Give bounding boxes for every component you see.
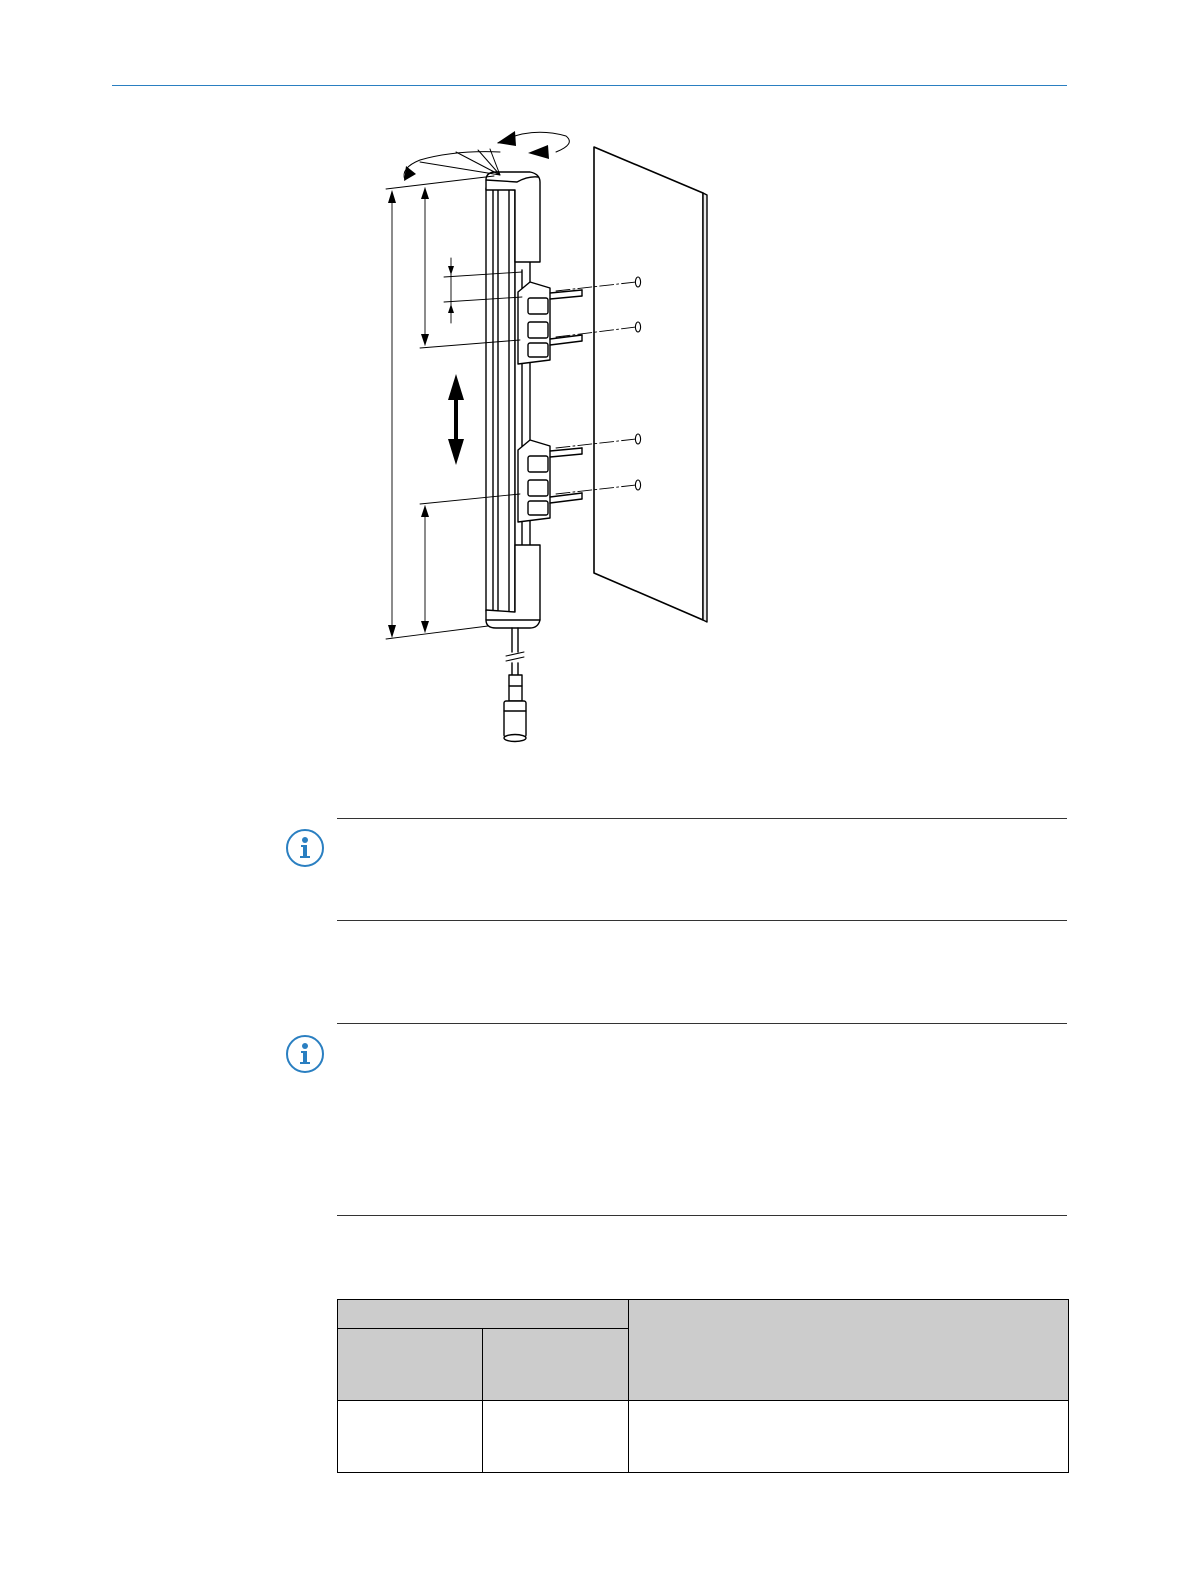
cable-connector xyxy=(504,628,526,742)
mounting-bracket-upper xyxy=(518,282,582,364)
table-cell xyxy=(338,1401,483,1473)
mounting-diagram xyxy=(370,120,730,750)
header-rule xyxy=(112,85,1067,86)
note-rule-bottom xyxy=(337,1215,1067,1216)
table-row xyxy=(338,1401,1069,1473)
info-icon xyxy=(285,828,325,868)
spec-table xyxy=(337,1299,1069,1473)
table-header-col1 xyxy=(338,1329,483,1401)
table-header-col2 xyxy=(483,1329,629,1401)
light-curtain-profile xyxy=(486,172,540,628)
table-header-col3 xyxy=(629,1300,1069,1401)
table-header-row xyxy=(338,1300,1069,1329)
info-icon xyxy=(285,1034,325,1074)
mounting-bracket-lower xyxy=(518,440,582,522)
wall-plate xyxy=(594,147,703,620)
adjustment-arrow xyxy=(448,374,464,400)
note-rule-bottom xyxy=(337,920,1067,921)
note-rule-top xyxy=(337,1023,1067,1024)
table-header-group xyxy=(338,1300,629,1329)
table-cell xyxy=(629,1401,1069,1473)
table-cell xyxy=(483,1401,629,1473)
note-rule-top xyxy=(337,818,1067,819)
